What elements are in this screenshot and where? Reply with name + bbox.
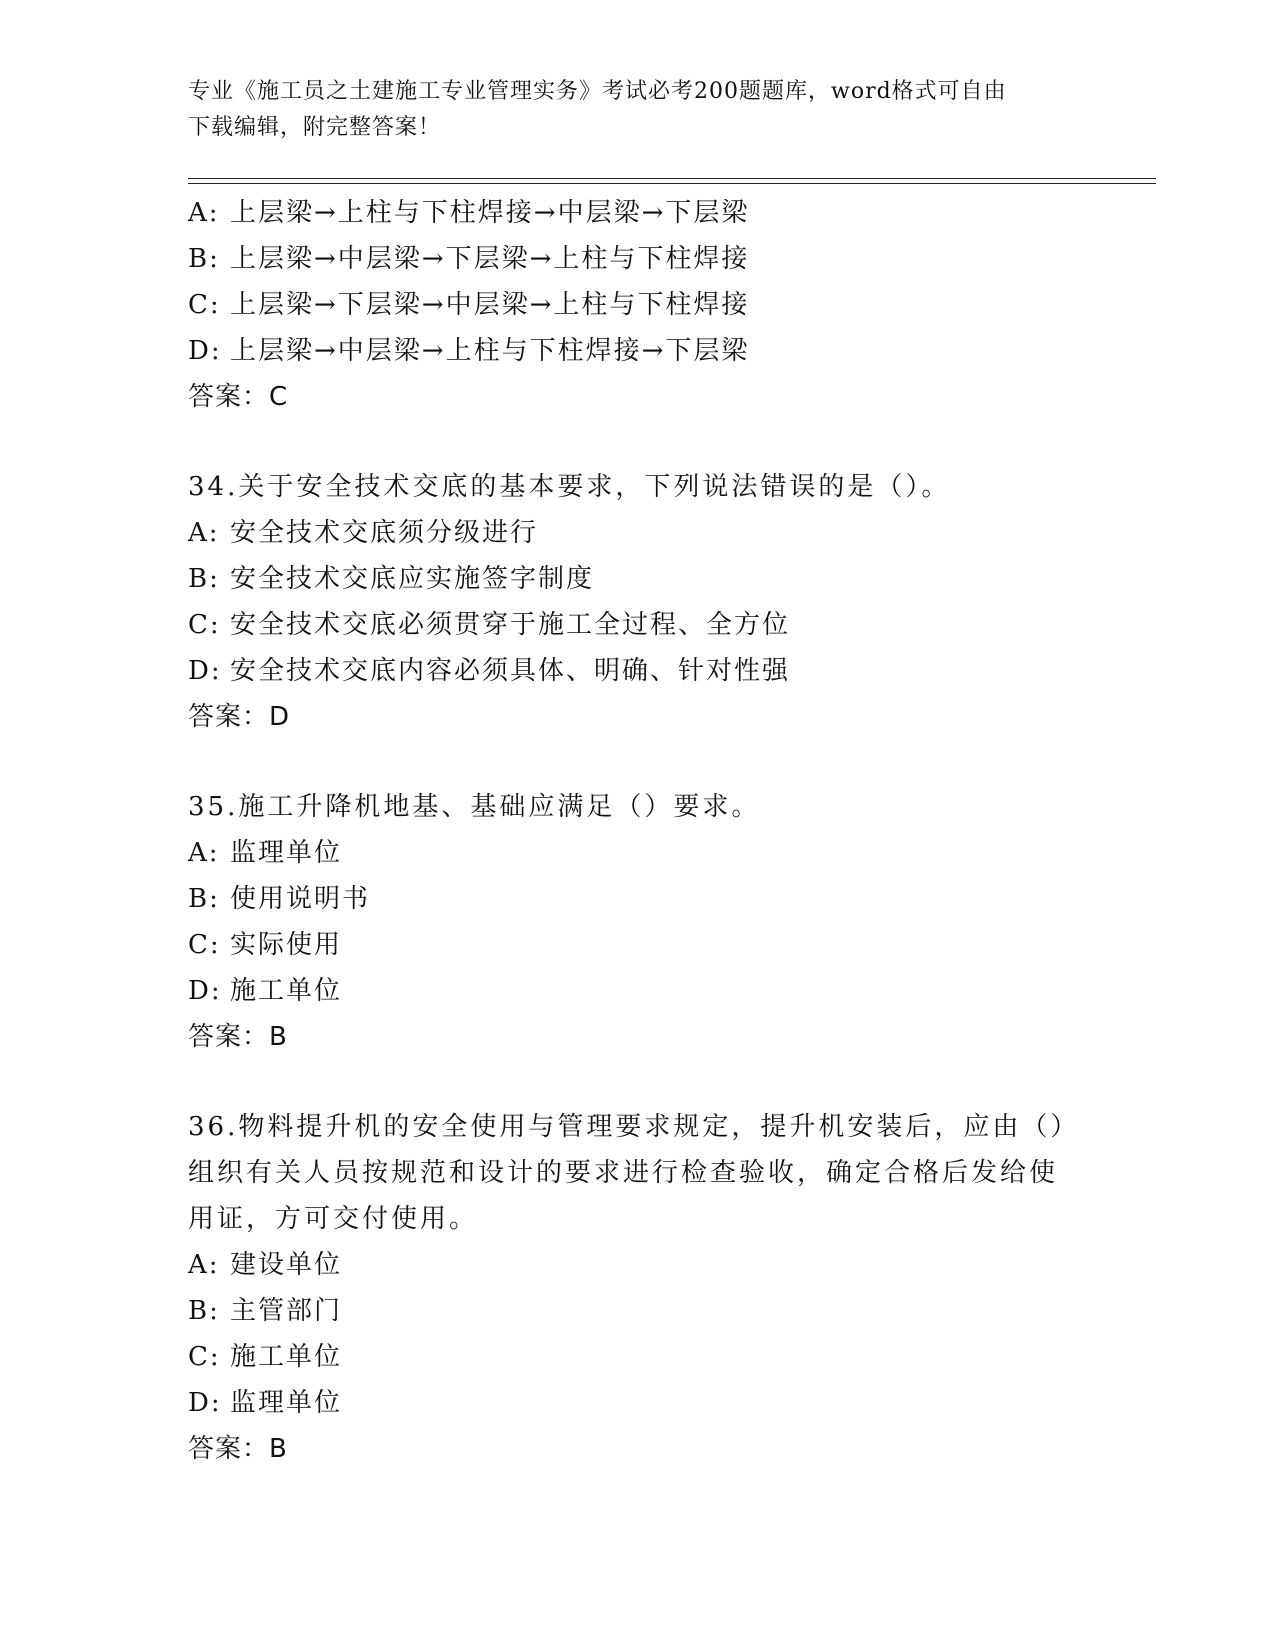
answer: 答案：B (188, 1022, 288, 1052)
question-stem-line-2: 组织有关人员按规范和设计的要求进行检查验收，确定合格后发给使 (188, 1158, 1059, 1188)
question-stem-line-1: 36.物料提升机的安全使用与管理要求规定，提升机安装后，应由（） (188, 1112, 1080, 1142)
option-b: B: 安全技术交底应实施签字制度 (188, 564, 595, 594)
answer: 答案：D (188, 702, 291, 732)
document-header (188, 74, 1068, 146)
spacer (188, 420, 1088, 464)
answer: 答案：C (188, 382, 289, 412)
header-line-1: 专业《施工员之土建施工专业管理实务》考试必考200题题库，word格式可自由 (188, 79, 1007, 104)
question-33 (188, 190, 1088, 420)
option-b: B: 主管部门 (188, 1296, 343, 1326)
question-stem: 34.关于安全技术交底的基本要求，下列说法错误的是（）。 (188, 472, 951, 502)
question-35 (188, 784, 1088, 1060)
spacer (188, 1060, 1088, 1104)
option-b: B: 使用说明书 (188, 884, 371, 914)
header-divider-bottom (188, 183, 1156, 184)
option-a: A: 建设单位 (188, 1250, 343, 1280)
option-a: A: 监理单位 (188, 838, 343, 868)
option-d: D: 施工单位 (188, 976, 343, 1006)
question-34 (188, 464, 1088, 740)
option-c: C: 上层梁→下层梁→中层梁→上柱与下柱焊接 (188, 290, 750, 320)
question-stem-line-3: 用证，方可交付使用。 (188, 1204, 479, 1234)
question-list (188, 190, 1088, 1472)
option-d: D: 上层梁→中层梁→上柱与下柱焊接→下层梁 (188, 336, 750, 366)
header-divider-top (188, 178, 1156, 179)
option-a: A: 安全技术交底须分级进行 (188, 518, 539, 548)
option-c: C: 安全技术交底必须贯穿于施工全过程、全方位 (188, 610, 791, 640)
header-line-2: 下载编辑，附完整答案！ (188, 115, 442, 140)
answer: 答案：B (188, 1434, 288, 1464)
question-stem: 35.施工升降机地基、基础应满足（）要求。 (188, 792, 761, 822)
option-b: B: 上层梁→中层梁→下层梁→上柱与下柱焊接 (188, 244, 750, 274)
spacer (188, 740, 1088, 784)
question-36 (188, 1104, 1088, 1472)
option-a: A: 上层梁→上柱与下柱焊接→中层梁→下层梁 (188, 198, 750, 228)
option-c: C: 施工单位 (188, 1342, 343, 1372)
option-d: D: 安全技术交底内容必须具体、明确、针对性强 (188, 656, 791, 686)
option-c: C: 实际使用 (188, 930, 343, 960)
option-d: D: 监理单位 (188, 1388, 343, 1418)
